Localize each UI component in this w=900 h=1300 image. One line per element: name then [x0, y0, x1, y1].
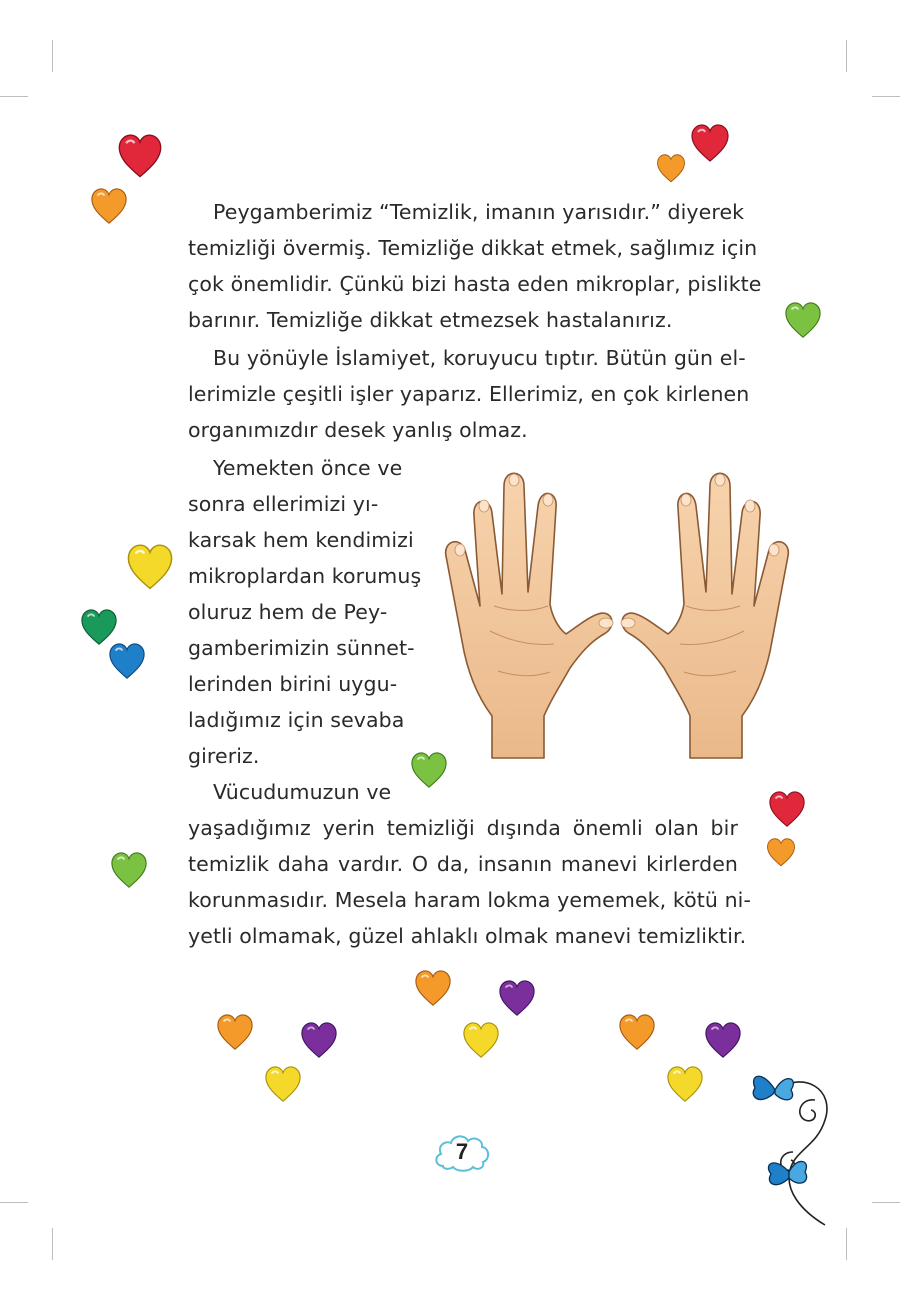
heart-icon	[666, 1066, 704, 1104]
heart-icon	[110, 852, 148, 890]
text-line: temizlik daha vardır. O da, insanın manevi kirlerden	[188, 852, 738, 876]
heart-icon	[498, 980, 536, 1018]
text-line: lerimizle çeşitli işler yaparız. Ellerimiz, en çok kirlenen	[188, 382, 750, 406]
page-number-text: 7	[455, 1139, 469, 1164]
crop-mark	[872, 96, 900, 97]
crop-mark	[846, 1228, 847, 1260]
heart-icon	[784, 302, 822, 340]
butterfly-icon	[768, 1161, 806, 1184]
text-line: yetli olmamak, güzel ahlaklı olmak manevi temizliktir.	[188, 924, 747, 948]
paragraph-4	[188, 774, 751, 954]
butterfly-icon	[753, 1076, 793, 1100]
heart-icon	[766, 838, 796, 868]
heart-icon	[108, 642, 146, 682]
text-line: korunmasıdır. Mesela haram lokma yememek, kötü ni-	[188, 888, 751, 912]
crop-mark	[52, 1228, 53, 1260]
text-line: Vücudumuzun ve	[213, 780, 392, 804]
heart-icon	[414, 970, 452, 1008]
text-line: çok önemlidir. Çünkü bizi hasta eden mikroplar, pislikte	[188, 272, 762, 296]
heart-icon	[300, 1022, 338, 1060]
text-line: sonra ellerimizi yı-	[188, 492, 379, 516]
text-line: temizliği övermiş. Temizliğe dikkat etmek, sağlımız için	[188, 236, 758, 260]
hands-illustration	[432, 466, 802, 760]
text-line: mikroplardan korumuş	[188, 564, 422, 588]
heart-icon	[126, 544, 174, 592]
text-line: karsak hem kendimizi	[188, 528, 414, 552]
text-line: yaşadığımız yerin temizliği dışında önemli olan bir	[188, 816, 738, 840]
text-line: barınır. Temizliğe dikkat etmezsek hastalanırız.	[188, 308, 673, 332]
heart-icon	[618, 1014, 656, 1052]
text-line: oluruz hem de Pey-	[188, 600, 388, 624]
heart-icon	[410, 752, 448, 790]
page-number	[433, 1132, 491, 1176]
crop-mark	[0, 1202, 28, 1203]
paragraph-2	[188, 340, 750, 448]
text-line: gamberimizin sünnet-	[188, 636, 415, 660]
heart-icon	[90, 188, 128, 226]
crop-mark	[52, 40, 53, 72]
heart-icon	[264, 1066, 302, 1104]
heart-icon	[768, 790, 806, 830]
text-line: Bu yönüyle İslamiyet, koruyucu tıptır. Bütün gün el-	[213, 346, 746, 370]
paragraph-1	[188, 194, 762, 338]
crop-mark	[846, 40, 847, 72]
crop-mark	[872, 1202, 900, 1203]
text-line: ladığımız için sevaba	[188, 708, 405, 732]
text-line: Yemekten önce ve	[213, 456, 403, 480]
heart-icon	[116, 134, 164, 180]
text-line: Peygamberimiz “Temizlik, imanın yarısıdır.” diyerek	[213, 200, 745, 224]
crop-mark	[0, 96, 28, 97]
paragraph-3	[188, 450, 422, 774]
heart-icon	[690, 124, 730, 164]
heart-icon	[462, 1022, 500, 1060]
text-line: gireriz.	[188, 744, 260, 768]
butterfly-decoration	[745, 1060, 845, 1230]
heart-icon	[704, 1022, 742, 1060]
heart-icon	[216, 1014, 254, 1052]
text-line: lerinden birini uygu-	[188, 672, 398, 696]
heart-icon	[656, 154, 686, 184]
text-line: organımızdır desek yanlış olmaz.	[188, 418, 528, 442]
